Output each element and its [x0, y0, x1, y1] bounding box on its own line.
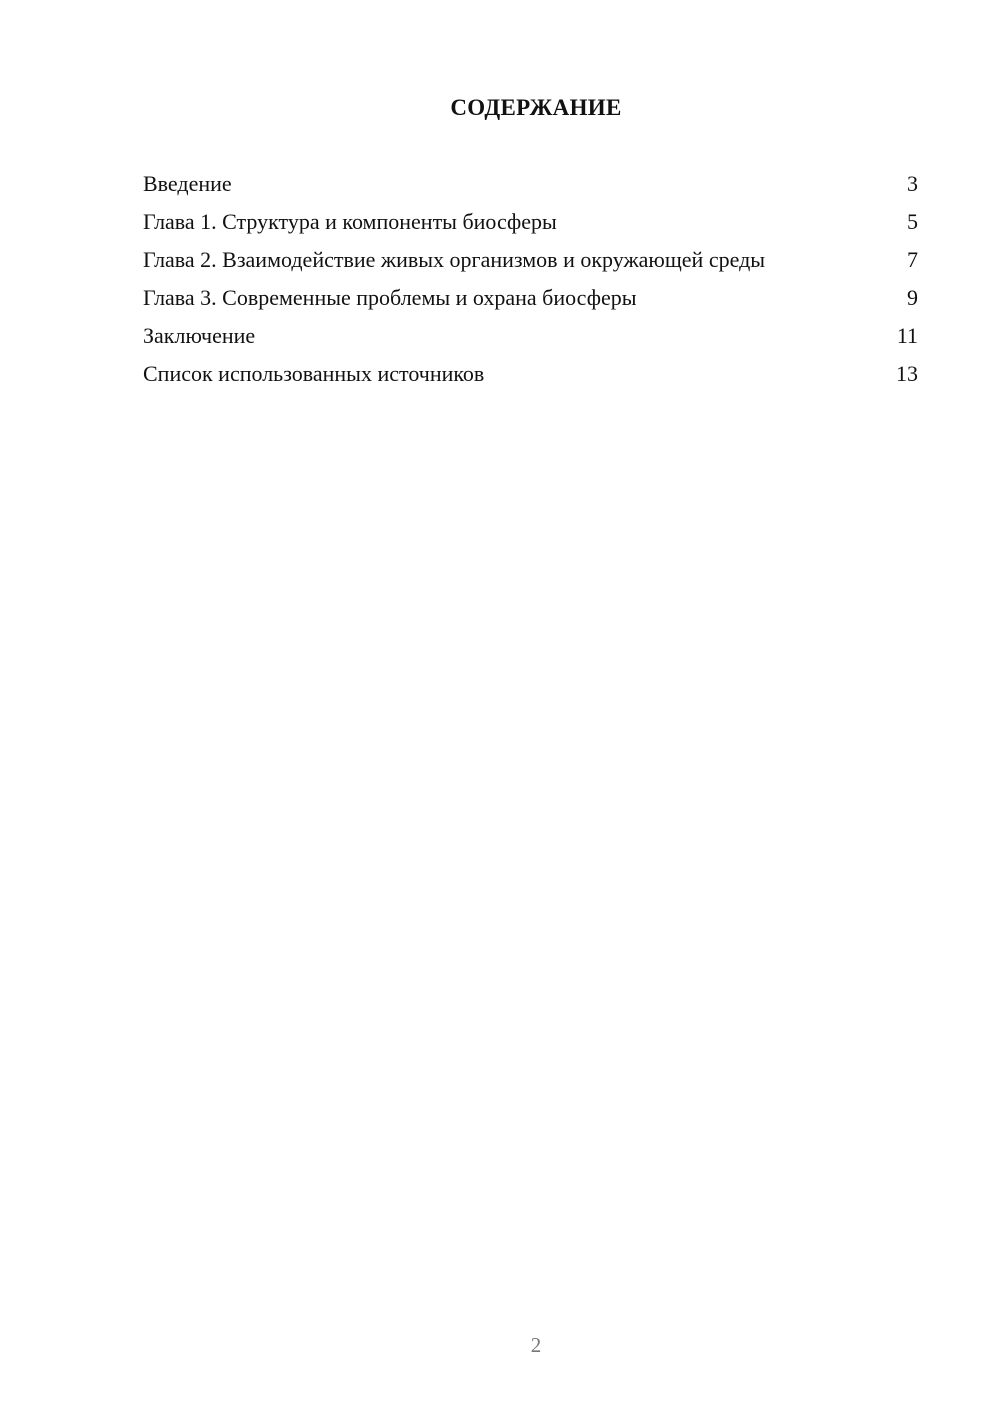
toc-entry-page: 9: [907, 285, 918, 310]
toc-entry-label: Список использованных источников: [143, 361, 485, 386]
toc-entry-page: 5: [907, 209, 918, 234]
toc-title: СОДЕРЖАНИЕ: [450, 95, 622, 120]
toc-entry-page: 11: [896, 323, 918, 348]
toc-entry-label: Глава 3. Современные проблемы и охрана биосферы: [143, 285, 637, 310]
toc-entry-chapter-2: [143, 246, 918, 273]
toc-entry-references: [143, 360, 918, 387]
toc-entry-page: 13: [896, 361, 918, 386]
toc-entry-label: Глава 1. Структура и компоненты биосферы: [143, 209, 557, 234]
toc-entry-chapter-3: [143, 284, 918, 311]
toc-entry-chapter-1: [143, 208, 918, 235]
toc-entry-introduction: [143, 170, 918, 197]
toc-entry-conclusion: [143, 322, 918, 349]
toc-list: [143, 170, 918, 398]
page-number: 2: [530, 1333, 542, 1357]
toc-entry-label: Глава 2. Взаимодействие живых организмов и окружающей среды: [143, 247, 766, 272]
toc-entry-label: Заключение: [143, 323, 256, 348]
toc-entry-page: 7: [907, 247, 918, 272]
toc-entry-label: Введение: [143, 171, 232, 196]
toc-entry-page: 3: [907, 171, 918, 196]
